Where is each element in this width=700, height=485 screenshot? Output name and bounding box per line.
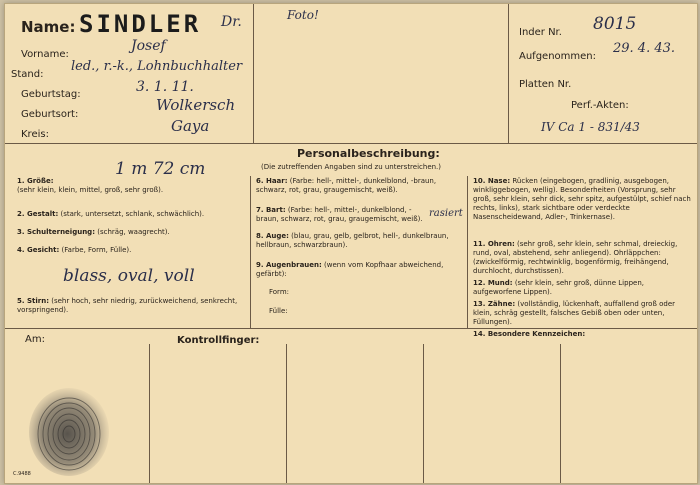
item-options: (sehr klein, sehr groß, dünne Lippen, aufgeworfene Lippen). (473, 279, 644, 296)
divider-header (5, 143, 697, 144)
akten-value: IV Ca 1 - 831/43 (541, 120, 640, 134)
item-options: (vollständig, lückenhaft, auffallend groß oder klein, schräg gestellt, falsches Gebiß oben oder unten, Füllungen). (473, 300, 676, 326)
item-label: 1. Größe: (17, 177, 54, 185)
item-options: (Farbe, Form, Fülle). (61, 246, 132, 254)
surname-stamp: SINDLER (79, 10, 202, 38)
divider-bottom (5, 328, 697, 329)
field-label: Platten Nr. (519, 79, 572, 90)
kontrollfinger-label: Kontrollfinger: (177, 335, 260, 346)
item-label: 6. Haar: (256, 177, 288, 185)
item-10 (473, 177, 691, 222)
divider-col2 (467, 176, 468, 328)
divider-col1 (250, 176, 251, 328)
item-options: (Farbe: hell-, mittel-, dunkelblond, -braun, schwarz, rot, grau, graugemischt, weiß). (256, 177, 437, 194)
finger-divider-3 (423, 344, 424, 483)
field-platten-nr (519, 74, 689, 92)
item-label: 9. Augenbrauen: (256, 261, 322, 269)
item-hand-value: 1 m 72 cm (115, 159, 206, 179)
field-label: Kreis: (21, 129, 49, 140)
item-1 (17, 159, 245, 195)
registration-card (4, 3, 698, 484)
field-value: Wolkersch (156, 96, 236, 114)
field-kreis (21, 117, 321, 142)
item-fuelle: Fülle: (269, 307, 288, 315)
field-label: Vorname: (21, 49, 69, 60)
finger-divider-4 (560, 344, 561, 483)
item-label: 5. Stirn: (17, 297, 49, 305)
item-options: (blau, grau, gelb, gelbrot, hell-, dunkelbraun, hellbraun, schwarzbraun). (256, 232, 449, 249)
item-options: (wenn vom Kopfhaar abweichend, gefärbt): (256, 261, 444, 278)
description-title: Personalbeschreibung: (297, 147, 440, 160)
photo-note: Foto! (287, 8, 319, 22)
field-value: 8015 (593, 14, 637, 34)
field-label: Geburtsort: (21, 109, 79, 120)
item-11 (473, 240, 691, 276)
beard-hand-value: rasiert (429, 208, 463, 219)
item-label: 14. Besondere Kennzeichen: (473, 330, 586, 338)
item-options: (sehr hoch, sehr niedrig, zurückweichend, senkrecht, vorspringend). (17, 297, 238, 314)
item-3 (17, 228, 245, 237)
item-4 (17, 246, 245, 255)
item-label: 4. Gesicht: (17, 246, 60, 254)
item-form: Form: (269, 288, 289, 296)
item-12 (473, 279, 691, 297)
field-inder-nr (519, 14, 689, 40)
field-value: 3. 1. 11. (136, 79, 194, 95)
item-7 (256, 206, 432, 224)
title-suffix: Dr. (221, 14, 242, 30)
field-label: Stand: (11, 69, 44, 80)
item-label: 2. Gestalt: (17, 210, 59, 218)
printer-mark: C.9488 (13, 471, 31, 477)
description-subtitle: (Die zutreffenden Angaben sind zu unterstreichen.) (261, 163, 442, 171)
item-6 (256, 177, 462, 195)
item-14 (473, 330, 691, 339)
item-label: 11. Ohren: (473, 240, 515, 248)
item-label: 13. Zähne: (473, 300, 516, 308)
field-value: led., r.-k., Lohnbuchhalter (71, 59, 243, 74)
item-options: (sehr klein, klein, mittel, groß, sehr groß). (17, 186, 164, 194)
item-options: (stark, untersetzt, schlank, schwächlich). (60, 210, 205, 218)
field-aufgenommen (519, 41, 689, 64)
akten-label: Perf.-Akten: (571, 100, 629, 111)
item-label: 8. Auge: (256, 232, 289, 240)
finger-divider-2 (286, 344, 287, 483)
am-label: Am: (25, 334, 45, 345)
item-9 (256, 261, 462, 279)
field-label: Inder Nr. (519, 27, 562, 38)
item-5 (17, 297, 247, 315)
item-options: (schräg, waagrecht). (97, 228, 170, 236)
field-value: Gaya (171, 117, 210, 135)
item-label: 3. Schulterneigung: (17, 228, 95, 236)
field-label: Aufgenommen: (519, 51, 596, 62)
field-value: 29. 4. 43. (613, 41, 676, 56)
item-options: (Farbe: hell-, mittel-, dunkelblond, -braun, schwarz, rot, grau, graugemischt, weiß). (256, 206, 423, 223)
item-label: 12. Mund: (473, 279, 513, 287)
item-options: Rücken (eingebogen, gradlinig, ausgebogen, winkliggebogen, wellig). Besonderheiten (Vorsprung, sehr groß, sehr klein, sehr dick, sehr spitz, aufgestülpt, schief nach rechts, links), stark sichtbare oder verdeckte Nasenscheidewand, Adler-, Trinkernase). (473, 177, 691, 221)
item-label: 7. Bart: (256, 206, 286, 214)
fingerprint-image (23, 382, 115, 478)
finger-divider-1 (149, 344, 150, 483)
item-8 (256, 232, 462, 250)
item-2 (17, 210, 245, 219)
field-label: Geburtstag: (21, 89, 81, 100)
divider-header-right (508, 4, 509, 143)
name-label: Name: (21, 18, 76, 36)
item-label: 10. Nase: (473, 177, 511, 185)
face-hand-value: blass, oval, voll (63, 266, 195, 286)
field-value: Josef (131, 38, 166, 54)
item-13 (473, 300, 691, 327)
item-options: (sehr groß, sehr klein, sehr schmal, dreieckig, rund, oval, abstehend, sehr anliegend). Ohrläppchen: (zwickelförmig, rechtwinklig, bogenförmig, freihängend, durchlocht, durchstissen). (473, 240, 678, 275)
